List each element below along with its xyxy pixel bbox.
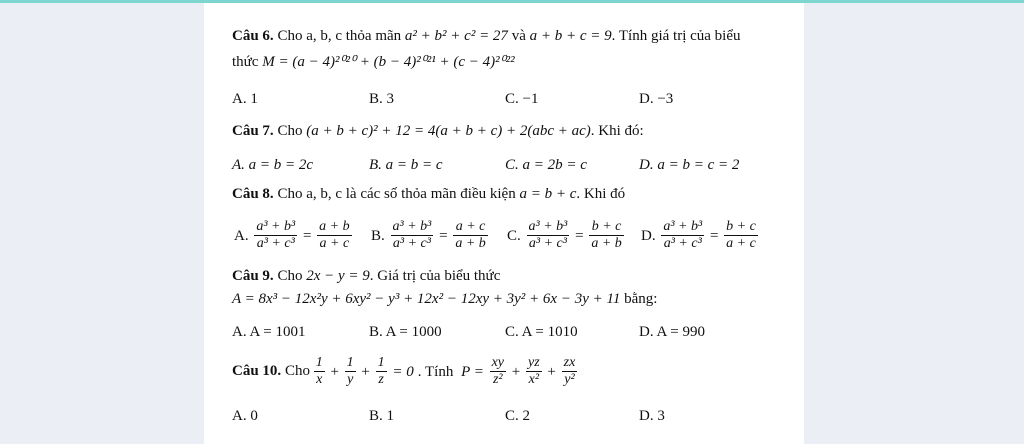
question-text: Cho	[277, 123, 303, 139]
answer-option[interactable]: B. 1	[369, 408, 395, 424]
answer-option[interactable]: A. 1	[232, 91, 258, 107]
answer-option[interactable]: C. 2	[505, 408, 531, 424]
question-number: Câu 6.	[232, 28, 274, 44]
fraction: $\frac{b + c}{a + c}$	[726, 219, 756, 251]
question-text: . Khi đó	[576, 186, 626, 202]
fraction: $\frac{1}{y}$	[346, 355, 354, 387]
answer-option[interactable]: A. a = b = 2c	[232, 157, 314, 173]
fraction: $\frac{yz}{\text{x²}}$	[528, 355, 540, 387]
answer-option[interactable]: A. 0	[232, 408, 258, 424]
fraction: $\frac{\text{a³ + b³}}{\text{a³ + c³}}$	[663, 219, 703, 251]
math-expression: (a + b + c)² + 12 = 4(a + b + c) + 2(abc + ac)	[306, 123, 591, 139]
question-text: . Giá trị của biểu thức	[369, 268, 501, 284]
fraction: $\frac{a + c}{a + b}$	[455, 219, 486, 251]
question-text: Cho	[284, 362, 310, 379]
question-text: thức	[232, 54, 259, 70]
answer-option[interactable]: A. $\frac{\text{a³ + b³}}{\text{a³ + c³}}$ = $\frac{a + b}{a + c}$	[234, 219, 350, 251]
fraction: $\frac{\text{a³ + b³}}{\text{a³ + c³}}$	[528, 219, 568, 251]
question-number: Câu 9.	[232, 268, 274, 284]
question-9-line2	[232, 290, 657, 308]
answer-option[interactable]: D. $\frac{\text{a³ + b³}}{\text{a³ + c³}}$ = $\frac{b + c}{a + c}$	[641, 219, 756, 251]
math-expression: A = 8x³ − 12x²y + 6xy² − y³ + 12x² − 12xy + 3y² + 6x − 3y + 11	[232, 291, 621, 307]
question-7-line1	[232, 122, 644, 140]
question-number: Câu 8.	[232, 186, 274, 202]
fraction: $\frac{\text{a³ + b³}}{\text{a³ + c³}}$	[392, 219, 432, 251]
answer-option[interactable]: D. −3	[639, 91, 674, 107]
question-text: Cho	[277, 268, 303, 284]
question-text: . Khi đó:	[590, 123, 644, 139]
answer-option[interactable]: C. −1	[505, 91, 539, 107]
question-6-line1	[232, 27, 741, 45]
math-expression: a + b + c = 9	[529, 28, 612, 44]
fraction: $\frac{xy}{\text{z²}}$	[491, 355, 505, 387]
question-10-line1: Câu 10. Cho $\frac{1}{x}$ + $\frac{1}{y}$ + $\frac{1}{z}$ = 0 . Tính P = $\frac{xy}{\text{z²}}$ + $\frac{yz}{\text{x²}}$ + $\frac{zx}{\text{y²}}$	[232, 355, 576, 387]
question-text: . Tính	[417, 363, 454, 380]
question-text: và	[511, 28, 526, 44]
fraction: $\frac{b + c}{a + b}$	[591, 219, 622, 251]
answer-option[interactable]: C. $\frac{\text{a³ + b³}}{\text{a³ + c³}}$ = $\frac{b + c}{a + b}$	[507, 219, 622, 251]
question-text: Cho a, b, c là các số thỏa mãn điều kiện	[277, 186, 516, 202]
document-page	[204, 3, 804, 444]
math-expression: M = (a − 4)²⁰²⁰ + (b − 4)²⁰²¹ + (c − 4)²⁰²²	[262, 54, 515, 70]
fraction: $\frac{zx}{\text{y²}}$	[563, 355, 576, 387]
answer-option[interactable]: D. a = b = c = 2	[639, 157, 740, 173]
answer-option[interactable]: C. a = 2b = c	[505, 157, 587, 173]
answer-option[interactable]: C. A = 1010	[505, 324, 578, 340]
math-expression: 2x − y = 9	[306, 268, 370, 284]
math-expression: a = b + c	[519, 186, 577, 202]
question-8-line1	[232, 185, 625, 203]
math-expression: a² + b² + c² = 27	[404, 28, 508, 44]
fraction: $\frac{\text{a³ + b³}}{\text{a³ + c³}}$	[256, 219, 296, 251]
question-text: . Tính giá trị của biểu	[611, 28, 741, 44]
question-9-line1	[232, 267, 500, 285]
question-text: Cho a, b, c thỏa mãn	[277, 28, 402, 44]
question-text: bằng:	[624, 291, 658, 307]
fraction: $\frac{1}{z}$	[377, 355, 385, 387]
question-number: Câu 10.	[232, 362, 282, 379]
fraction: $\frac{1}{x}$	[315, 355, 323, 387]
answer-option[interactable]: D. A = 990	[639, 324, 705, 340]
question-6-line2	[232, 53, 515, 71]
answer-option[interactable]: B. 3	[369, 91, 395, 107]
answer-option[interactable]: A. A = 1001	[232, 324, 306, 340]
answer-option[interactable]: D. 3	[639, 408, 665, 424]
answer-option[interactable]: B. A = 1000	[369, 324, 442, 340]
fraction: $\frac{a + b}{a + c}$	[319, 219, 350, 251]
answer-option[interactable]: B. a = b = c	[369, 157, 443, 173]
question-number: Câu 7.	[232, 123, 274, 139]
answer-option[interactable]: B. $\frac{\text{a³ + b³}}{\text{a³ + c³}}$ = $\frac{a + c}{a + b}$	[371, 219, 486, 251]
